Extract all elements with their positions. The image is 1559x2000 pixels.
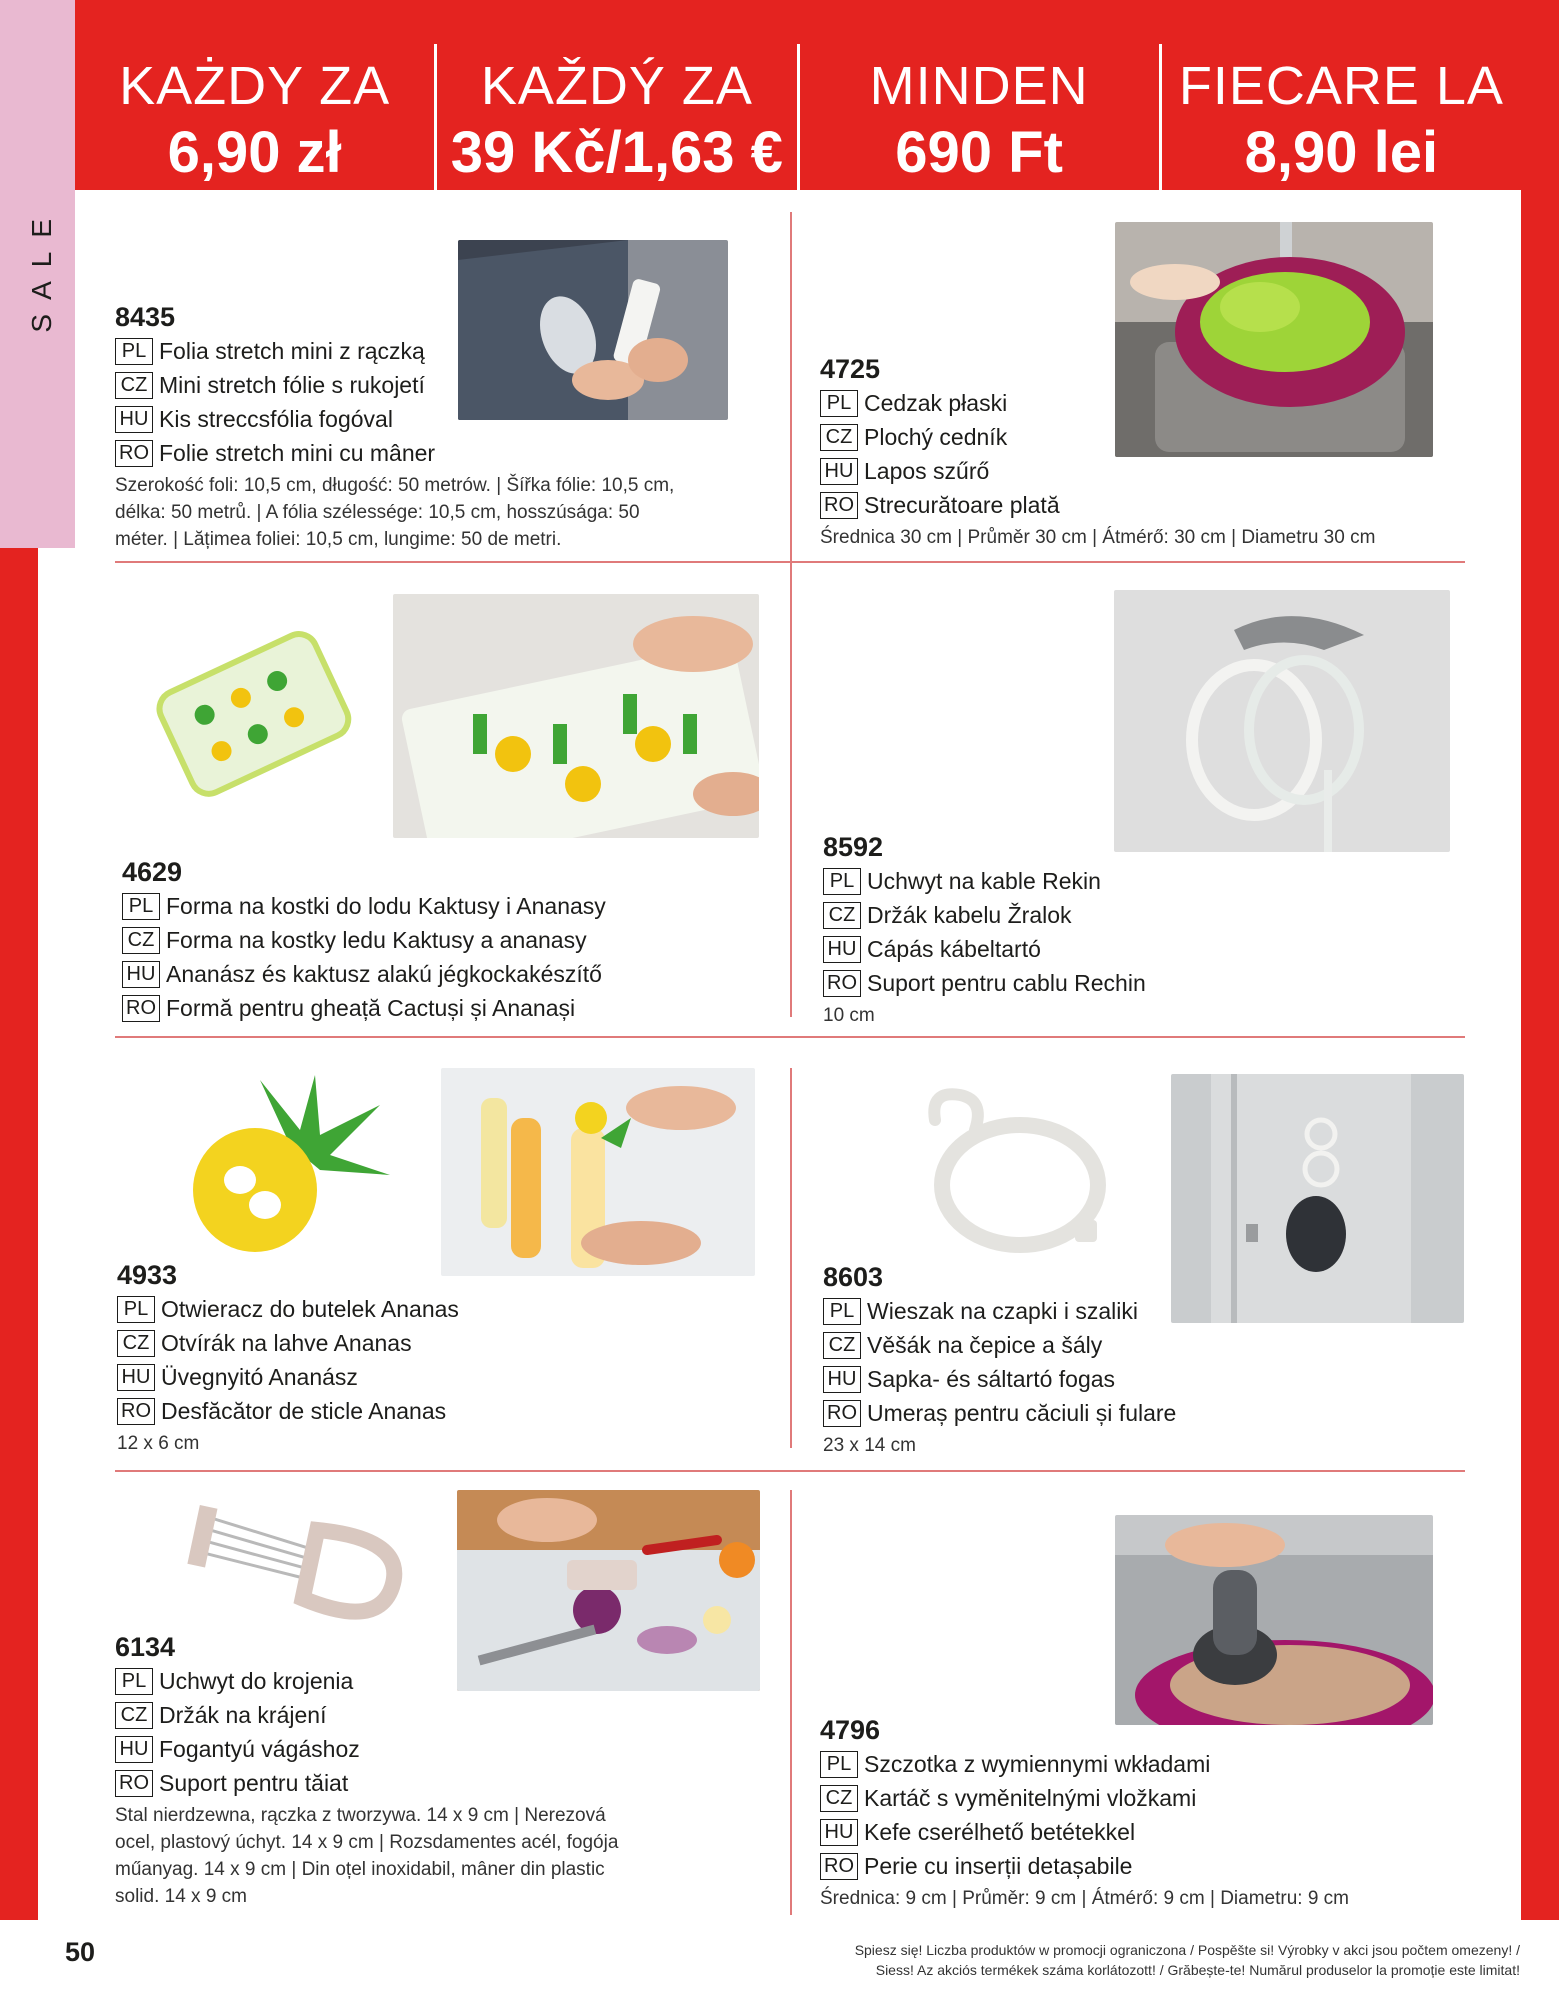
lang-badge: CZ	[115, 1702, 153, 1729]
lang-badge: PL	[115, 338, 153, 365]
product-code: 8435	[115, 302, 176, 332]
price-heading: KAŽDÝ ZA	[480, 56, 753, 116]
name-row-ro	[823, 966, 1463, 1000]
lang-badge: CZ	[820, 424, 858, 451]
name-row-pl	[115, 1664, 655, 1698]
product-name: Otwieracz do butelek Ananas	[161, 1296, 459, 1322]
lang-badge: PL	[820, 390, 858, 417]
product-spec: 12 x 6 cm	[117, 1433, 200, 1454]
name-row-cz	[122, 923, 772, 957]
name-row-pl	[115, 334, 695, 368]
product-name: Kartáč s vyměnitelnými vložkami	[864, 1785, 1197, 1811]
price-heading: MINDEN	[869, 56, 1089, 116]
name-row-ro	[115, 1766, 655, 1800]
price-value: 39 Kč/1,63 €	[450, 120, 783, 185]
price-value: 8,90 lei	[1244, 120, 1439, 185]
lang-badge: RO	[115, 440, 153, 467]
name-row-ro	[820, 488, 1460, 522]
lang-badge: PL	[823, 1298, 861, 1325]
footer-line: Siess! Az akciós termékek száma korlátozott! / Grăbește-te! Numărul produselor la promoție este limitat!	[875, 1962, 1520, 1978]
name-row-pl	[117, 1292, 767, 1326]
product-name: Folie stretch mini cu mâner	[159, 440, 436, 466]
product-name: Cedzak płaski	[864, 390, 1008, 416]
product-code: 6134	[115, 1632, 176, 1662]
lang-badge: RO	[823, 1400, 861, 1427]
name-row-hu	[117, 1360, 767, 1394]
lang-badge: PL	[820, 1751, 858, 1778]
product-name: Forma na kostki do lodu Kaktusy i Ananasy	[166, 893, 606, 919]
name-row-cz	[820, 1781, 1480, 1815]
column-divider	[790, 212, 792, 1017]
lang-badge: HU	[823, 936, 861, 963]
lang-badge: RO	[117, 1398, 155, 1425]
lang-badge: CZ	[823, 1332, 861, 1359]
product-6134	[115, 1630, 655, 1910]
product-name: Plochý cedník	[864, 424, 1008, 450]
product-name: Držák na krájení	[159, 1702, 327, 1728]
lang-badge: PL	[823, 868, 861, 895]
product-name: Desfăcător de sticle Ananas	[161, 1398, 447, 1424]
price-header	[75, 44, 1521, 190]
lang-badge: HU	[820, 1819, 858, 1846]
sale-label: SALE	[26, 205, 57, 333]
name-row-ro	[117, 1394, 767, 1428]
name-row-hu	[823, 1362, 1463, 1396]
product-name: Szczotka z wymiennymi wkładami	[864, 1751, 1211, 1777]
shark-cable-holder-photo	[1114, 590, 1450, 852]
price-value: 6,90 zł	[167, 120, 342, 185]
product-code: 4629	[122, 857, 183, 887]
price-hu	[797, 44, 1159, 190]
product-name: Uchwyt do krojenia	[159, 1668, 354, 1694]
name-row-hu	[115, 1732, 655, 1766]
product-4933	[117, 1258, 767, 1457]
lang-badge: HU	[115, 1736, 153, 1763]
name-row-ro	[820, 1849, 1480, 1883]
product-name: Mini stretch fólie s rukojetí	[159, 372, 425, 398]
lang-badge: PL	[122, 893, 160, 920]
lang-badge: RO	[115, 1770, 153, 1797]
slicer-holder-cutout	[170, 1495, 415, 1630]
name-row-hu	[820, 454, 1460, 488]
name-row-ro	[115, 436, 695, 470]
product-name: Uchwyt na kable Rekin	[867, 868, 1101, 894]
product-code: 4725	[820, 354, 881, 384]
name-row-ro	[122, 991, 772, 1025]
product-name: Cápás kábeltartó	[867, 936, 1041, 962]
lang-badge: CZ	[823, 902, 861, 929]
product-code: 4933	[117, 1260, 178, 1290]
product-name: Üvegnyitó Ananász	[161, 1364, 358, 1390]
product-name: Umeraș pentru căciuli și fulare	[867, 1400, 1177, 1426]
ice-tray-photo	[393, 594, 759, 838]
column-divider	[790, 1068, 792, 1448]
lang-badge: RO	[820, 492, 858, 519]
lang-badge: CZ	[122, 927, 160, 954]
price-heading: FIECARE LA	[1178, 56, 1504, 116]
top-red-band	[75, 0, 1559, 44]
product-name: Forma na kostky ledu Kaktusy a ananasy	[166, 927, 587, 953]
product-name: Folia stretch mini z rączką	[159, 338, 425, 364]
lang-badge: RO	[823, 970, 861, 997]
column-divider	[790, 1490, 792, 1915]
name-row-ro	[823, 1396, 1463, 1430]
product-name: Perie cu inserții detașabile	[864, 1853, 1133, 1879]
product-spec: 23 x 14 cm	[823, 1435, 916, 1456]
lang-badge: PL	[117, 1296, 155, 1323]
name-row-cz	[117, 1326, 767, 1360]
product-8603	[823, 1260, 1463, 1459]
product-spec: 10 cm	[823, 1005, 875, 1026]
name-row-hu	[122, 957, 772, 991]
product-name: Věšák na čepice a šály	[867, 1332, 1103, 1358]
product-4796	[820, 1713, 1480, 1912]
product-name: Ananász és kaktusz alakú jégkockakészítő	[166, 961, 602, 987]
product-code: 4796	[820, 1715, 881, 1745]
product-code: 8592	[823, 832, 884, 862]
sale-side-tab	[0, 0, 75, 548]
name-row-cz	[115, 368, 695, 402]
product-name: Suport pentru tăiat	[159, 1770, 349, 1796]
product-name: Kefe cserélhető betétekkel	[864, 1819, 1136, 1845]
lang-badge: HU	[117, 1364, 155, 1391]
product-name: Fogantyú vágáshoz	[159, 1736, 360, 1762]
name-row-hu	[115, 402, 695, 436]
lang-badge: HU	[122, 961, 160, 988]
product-name: Formă pentru gheață Cactuși și Ananași	[166, 995, 576, 1021]
product-code: 8603	[823, 1262, 884, 1292]
product-name: Lapos szűrő	[864, 458, 990, 484]
pineapple-opener-cutout	[180, 1075, 395, 1255]
footer-disclaimer	[800, 1940, 1520, 1980]
product-name: Otvírák na lahve Ananas	[161, 1330, 412, 1356]
name-row-pl	[122, 889, 772, 923]
lang-badge: HU	[823, 1366, 861, 1393]
lang-badge: HU	[820, 458, 858, 485]
price-value: 690 Ft	[895, 120, 1063, 185]
lang-badge: RO	[820, 1853, 858, 1880]
lang-badge: CZ	[115, 372, 153, 399]
product-8592	[823, 830, 1463, 1029]
name-row-pl	[820, 386, 1460, 420]
row-divider	[115, 561, 1465, 563]
name-row-pl	[823, 1294, 1463, 1328]
product-8435	[115, 300, 695, 553]
product-name: Kis streccsfólia fogóval	[159, 406, 393, 432]
product-spec: Średnica 30 cm | Průměr 30 cm | Átmérő: 30 cm | Diametru 30 cm	[820, 527, 1376, 548]
name-row-hu	[823, 932, 1463, 966]
product-spec: Stal nierdzewna, rączka z tworzywa. 14 x 9 cm | Nerezová ocel, plastový úchyt. 14 x 9 cm | Rozsdamentes acél, fogója műanyag. 14 x 9 cm | Din oțel inoxidabil, mâner din plastic solid. 14 x 9 cm	[115, 1805, 619, 1907]
product-4629	[122, 855, 772, 1025]
hanger-cutout	[900, 1085, 1125, 1260]
product-name: Suport pentru cablu Rechin	[867, 970, 1146, 996]
product-name: Strecurătoare plată	[864, 492, 1060, 518]
row-divider	[115, 1470, 1465, 1472]
lang-badge: CZ	[117, 1330, 155, 1357]
name-row-pl	[820, 1747, 1480, 1781]
brush-pan-photo	[1115, 1515, 1433, 1725]
lang-badge: RO	[122, 995, 160, 1022]
name-row-cz	[823, 1328, 1463, 1362]
name-row-cz	[823, 898, 1463, 932]
price-pl	[75, 44, 434, 190]
page-number: 50	[65, 1937, 96, 1967]
lang-badge: HU	[115, 406, 153, 433]
left-red-band	[0, 548, 38, 1920]
ice-tray-cutout	[145, 620, 360, 815]
name-row-pl	[823, 864, 1463, 898]
product-name: Wieszak na czapki i szaliki	[867, 1298, 1138, 1324]
product-spec: Średnica: 9 cm | Průměr: 9 cm | Átmérő: 9 cm | Diametru: 9 cm	[820, 1888, 1349, 1909]
name-row-cz	[115, 1698, 655, 1732]
price-heading: KAŻDY ZA	[119, 56, 391, 116]
row-divider	[115, 1036, 1465, 1038]
footer-line: Spiesz się! Liczba produktów w promocji ograniczona / Pospěšte si! Výrobky v akci jsou počtem omezeny! /	[854, 1942, 1520, 1958]
name-row-cz	[820, 420, 1460, 454]
right-red-band	[1521, 0, 1559, 1920]
lang-badge: PL	[115, 1668, 153, 1695]
product-4725	[820, 352, 1460, 551]
product-name: Sapka- és sáltartó fogas	[867, 1366, 1116, 1392]
name-row-hu	[820, 1815, 1480, 1849]
bottle-opener-photo	[441, 1068, 755, 1276]
price-ro	[1159, 44, 1521, 190]
lang-badge: CZ	[820, 1785, 858, 1812]
product-name: Držák kabelu Žralok	[867, 902, 1072, 928]
product-spec: Szerokość foli: 10,5 cm, długość: 50 metrów. | Šířka fólie: 10,5 cm, délka: 50 metrů. | A fólia szélessége: 10,5 cm, hosszúsága: 50 méter. | Lățimea foliei: 10,5 cm, lungime: 50 de metri.	[115, 475, 675, 550]
price-cz	[434, 44, 796, 190]
